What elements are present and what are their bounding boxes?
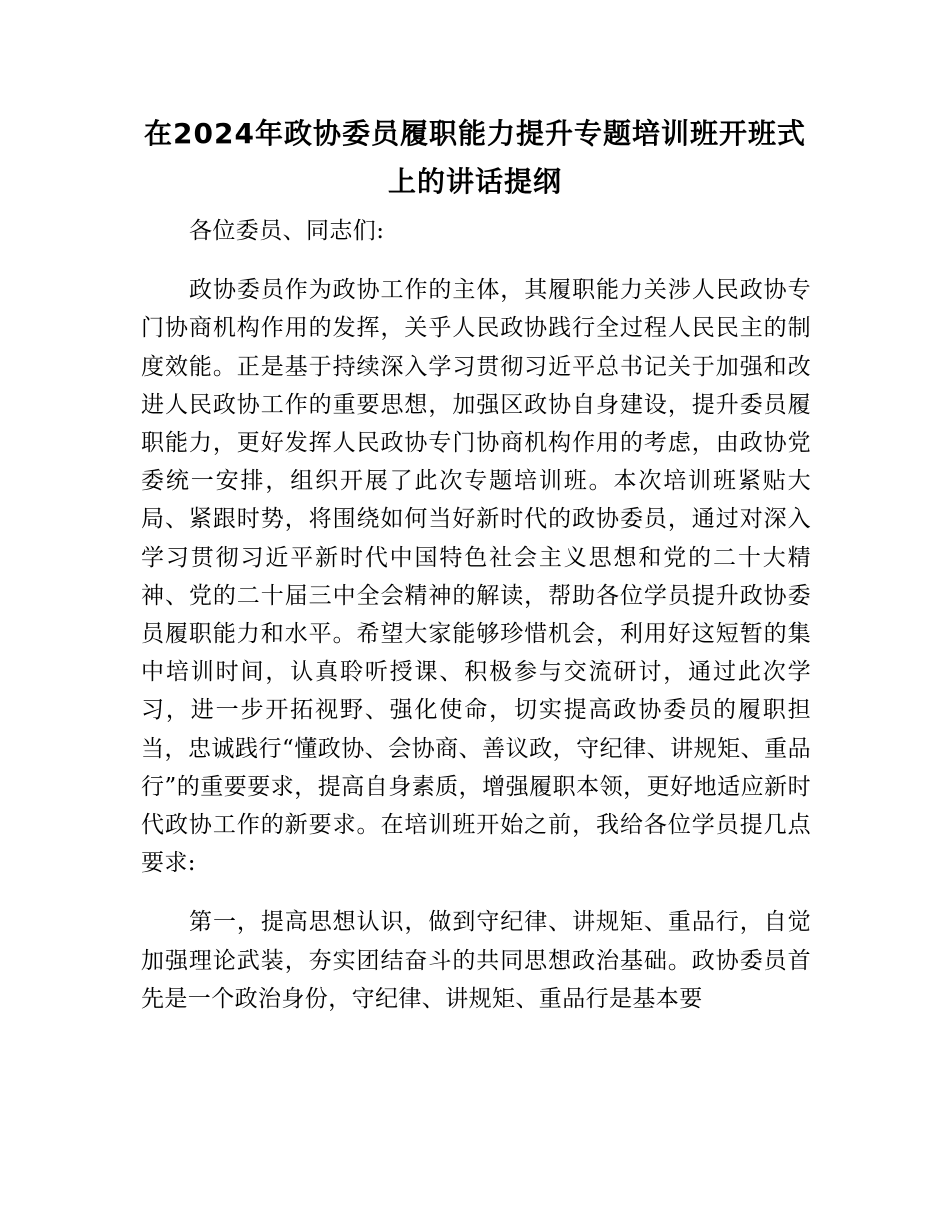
paragraph-intro: 政协委员作为政协工作的主体，其履职能力关涉人民政协专门协商机构作用的发挥，关乎人民政协践行全过程人民民主的制度效能。正是基于持续深入学习贯彻习近平总书记关于加强和改进人民政协工作的重要思想，加强区政协自身建设，提升委员履职能力，更好发挥人民政协专门协商机构作用的考虑，由政协党委统一安排，组织开展了此次专题培训班。本次培训班紧贴大局、紧跟时势，将围绕如何当好新时代的政协委员，通过对深入学习贯彻习近平新时代中国特色社会主义思想和党的二十大精神、党的二十届三中全会精神的解读，帮助各位学员提升政协委员履职能力和水平。希望大家能够珍惜机会，利用好这短暂的集中培训时间，认真聆听授课、积极参与交流研讨，通过此次学习，进一步开拓视野、强化使命，切实提高政协委员的履职担当，忠诚践行“懂政协、会协商、善议政，守纪律、讲规矩、重品行”的重要要求，提高自身素质，增强履职本领，更好地适应新时代政协工作的新要求。在培训班开始之前，我给各位学员提几点要求: [141,277,811,877]
document-body [141,212,811,1039]
salutation: 各位委员、同志们: [189,218,385,244]
document-title: 在2024年政协委员履职能力提升专题培训班开班式上的讲话提纲 [144,117,806,198]
paragraph-first-point: 第一，提高思想认识，做到守纪律、讲规矩、重品行，自觉加强理论武装，夯实团结奋斗的共同思想政治基础。政协委员首先是一个政治身份，守纪律、讲规矩、重品行是基本要 [141,909,811,1012]
